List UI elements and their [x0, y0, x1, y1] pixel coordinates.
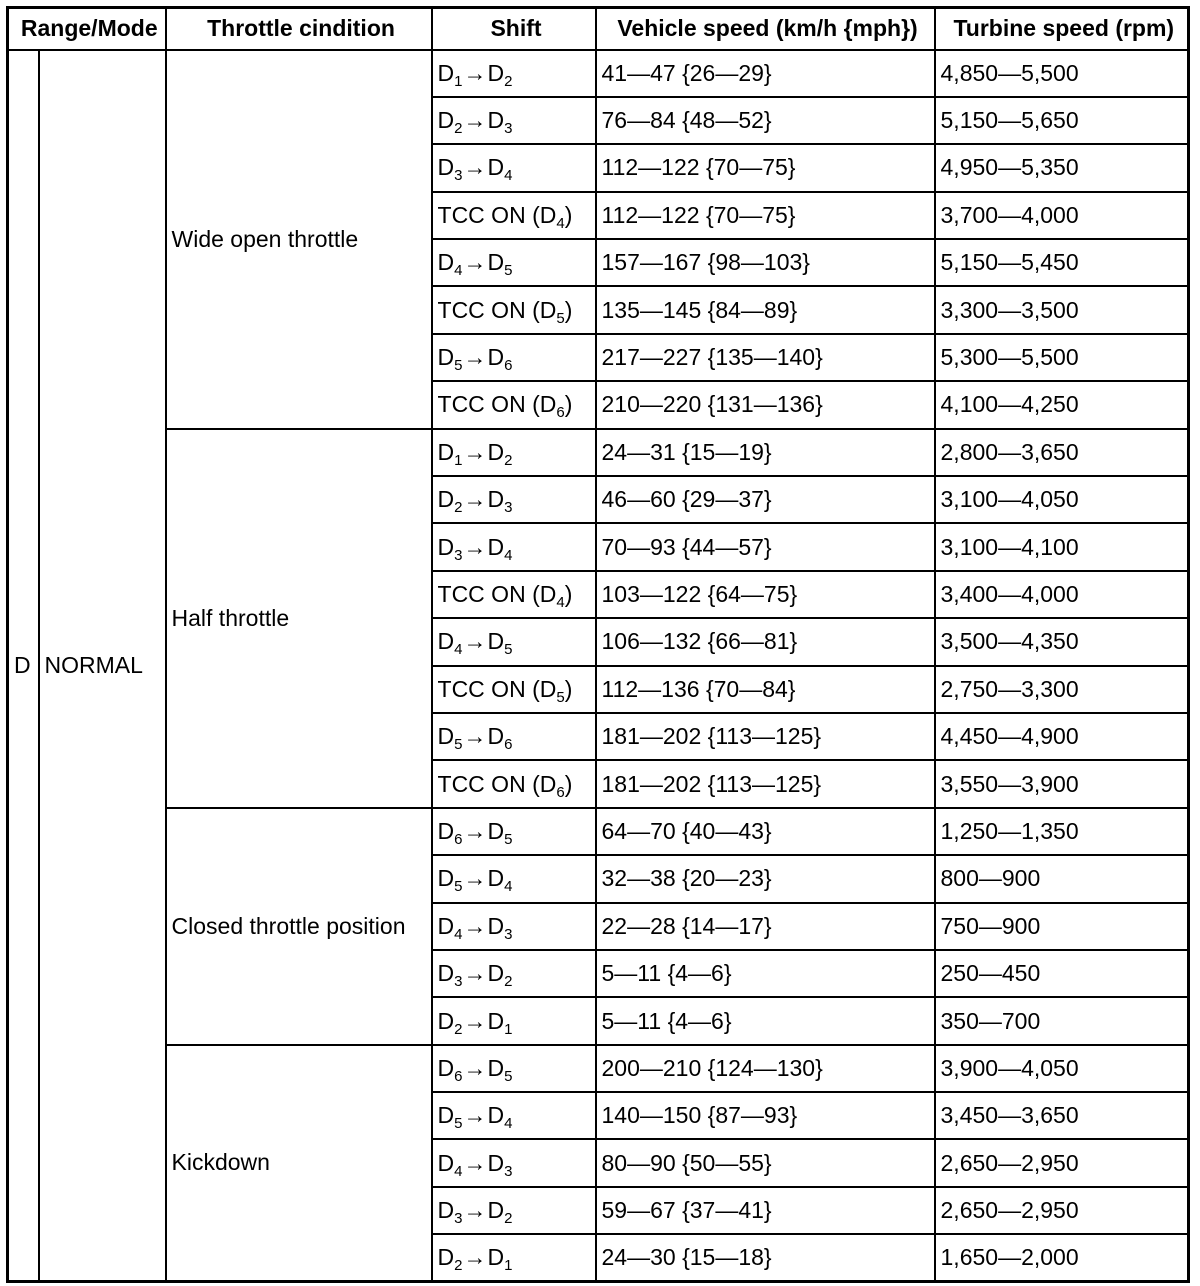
gear-to: 4	[504, 546, 513, 564]
vehicle-speed-cell: 32—38 {20—23}	[596, 855, 935, 902]
gear-to: 5	[504, 641, 513, 659]
vehicle-speed-cell: 24—31 {15—19}	[596, 429, 935, 476]
gear-to: 5	[504, 1067, 513, 1085]
arrow-right-icon: →	[463, 1054, 487, 1081]
arrow-right-icon: →	[463, 912, 487, 939]
header-range-mode: Range/Mode	[8, 8, 166, 50]
gear-to: 2	[504, 451, 513, 469]
shift-cell: $D_4\to D_5$	[432, 239, 596, 286]
gear-to: 3	[504, 499, 513, 517]
gear-to: 3	[504, 925, 513, 943]
header-vehicle-speed: Vehicle speed (km/h {mph})	[596, 8, 935, 50]
tcc-gear: 4	[556, 214, 565, 232]
gear-from: 5	[454, 1115, 463, 1133]
turbine-speed-cell: 1,250—1,350	[935, 808, 1189, 855]
shift-cell: $D_1\to D_2$	[432, 429, 596, 476]
turbine-speed-cell: 250—450	[935, 950, 1189, 997]
arrow-right-icon: →	[463, 249, 487, 276]
vehicle-speed-cell: 70—93 {44—57}	[596, 523, 935, 570]
gear-to: 4	[504, 878, 513, 896]
arrow-right-icon: →	[463, 107, 487, 134]
vehicle-speed-cell: 112—122 {70—75}	[596, 144, 935, 191]
header-shift: Shift	[432, 8, 596, 50]
shift-cell: TCC ON $(D_4)$	[432, 571, 596, 618]
gear-from: 3	[454, 1210, 463, 1228]
vehicle-speed-cell: 64—70 {40—43}	[596, 808, 935, 855]
gear-to: 2	[504, 1210, 513, 1228]
shift-cell: TCC ON $(D_6)$	[432, 760, 596, 807]
gear-from: 6	[454, 830, 463, 848]
arrow-right-icon: →	[463, 1149, 487, 1176]
header-turbine-speed: Turbine speed (rpm)	[935, 8, 1189, 50]
vehicle-speed-cell: 41—47 {26—29}	[596, 50, 935, 97]
range-cell: D	[8, 50, 39, 1282]
vehicle-speed-cell: 106—132 {66—81}	[596, 618, 935, 665]
turbine-speed-cell: 5,150—5,650	[935, 97, 1189, 144]
tcc-gear: 4	[556, 593, 565, 611]
arrow-right-icon: →	[463, 817, 487, 844]
turbine-speed-cell: 3,900—4,050	[935, 1045, 1189, 1092]
shift-cell: $D_5\to D_6$	[432, 334, 596, 381]
turbine-speed-cell: 5,150—5,450	[935, 239, 1189, 286]
arrow-right-icon: →	[463, 1197, 487, 1224]
gear-from: 3	[454, 167, 463, 185]
vehicle-speed-cell: 5—11 {4—6}	[596, 997, 935, 1044]
shift-cell: $D_3\to D_4$	[432, 144, 596, 191]
gear-to: 3	[504, 120, 513, 138]
tcc-gear: 5	[556, 688, 565, 706]
shift-cell: $D_5\to D_4$	[432, 1092, 596, 1139]
gear-from: 1	[454, 451, 463, 469]
gear-from: 5	[454, 736, 463, 754]
gear-to: 3	[504, 1162, 513, 1180]
tcc-gear: 6	[556, 404, 565, 422]
shift-cell: TCC ON $(D_5)$	[432, 666, 596, 713]
vehicle-speed-cell: 24—30 {15—18}	[596, 1234, 935, 1281]
shift-cell: $D_4\to D_3$	[432, 903, 596, 950]
gear-from: 2	[454, 1257, 463, 1275]
gear-from: 6	[454, 1067, 463, 1085]
header-row	[8, 8, 1189, 50]
mode-cell: NORMAL	[39, 50, 166, 1282]
gear-to: 5	[504, 830, 513, 848]
arrow-right-icon: →	[463, 1244, 487, 1271]
turbine-speed-cell: 350—700	[935, 997, 1189, 1044]
gear-from: 4	[454, 641, 463, 659]
turbine-speed-cell: 4,950—5,350	[935, 144, 1189, 191]
vehicle-speed-cell: 112—136 {70—84}	[596, 666, 935, 713]
turbine-speed-cell: 3,300—3,500	[935, 286, 1189, 333]
turbine-speed-cell: 1,650—2,000	[935, 1234, 1189, 1281]
turbine-speed-cell: 3,100—4,100	[935, 523, 1189, 570]
gear-from: 3	[454, 546, 463, 564]
arrow-right-icon: →	[463, 628, 487, 655]
throttle-condition-cell: Kickdown	[166, 1045, 432, 1282]
shift-cell: TCC ON $(D_6)$	[432, 381, 596, 428]
turbine-speed-cell: 3,400—4,000	[935, 571, 1189, 618]
shift-cell: $D_4\to D_3$	[432, 1139, 596, 1186]
arrow-right-icon: →	[463, 533, 487, 560]
shift-cell: TCC ON $(D_5)$	[432, 286, 596, 333]
table-body	[8, 50, 1189, 1282]
vehicle-speed-cell: 22—28 {14—17}	[596, 903, 935, 950]
turbine-speed-cell: 3,450—3,650	[935, 1092, 1189, 1139]
gear-from: 4	[454, 262, 463, 280]
gear-to: 6	[504, 357, 513, 375]
vehicle-speed-cell: 135—145 {84—89}	[596, 286, 935, 333]
turbine-speed-cell: 4,100—4,250	[935, 381, 1189, 428]
turbine-speed-cell: 5,300—5,500	[935, 334, 1189, 381]
gear-from: 4	[454, 925, 463, 943]
tcc-gear: 5	[556, 309, 565, 327]
throttle-condition-cell: Wide open throttle	[166, 50, 432, 429]
gear-from: 2	[454, 1020, 463, 1038]
shift-cell: $D_2\to D_1$	[432, 1234, 596, 1281]
arrow-right-icon: →	[463, 865, 487, 892]
turbine-speed-cell: 4,450—4,900	[935, 713, 1189, 760]
turbine-speed-cell: 2,650—2,950	[935, 1139, 1189, 1186]
table-row	[8, 50, 1189, 97]
vehicle-speed-cell: 210—220 {131—136}	[596, 381, 935, 428]
turbine-speed-cell: 2,750—3,300	[935, 666, 1189, 713]
vehicle-speed-cell: 76—84 {48—52}	[596, 97, 935, 144]
arrow-right-icon: →	[463, 154, 487, 181]
vehicle-speed-cell: 80—90 {50—55}	[596, 1139, 935, 1186]
arrow-right-icon: →	[463, 438, 487, 465]
vehicle-speed-cell: 140—150 {87—93}	[596, 1092, 935, 1139]
vehicle-speed-cell: 112—122 {70—75}	[596, 192, 935, 239]
turbine-speed-cell: 800—900	[935, 855, 1189, 902]
turbine-speed-cell: 3,700—4,000	[935, 192, 1189, 239]
turbine-speed-cell: 3,100—4,050	[935, 476, 1189, 523]
gear-to: 4	[504, 167, 513, 185]
shift-cell: $D_3\to D_2$	[432, 950, 596, 997]
gear-from: 2	[454, 120, 463, 138]
shift-cell: $D_5\to D_6$	[432, 713, 596, 760]
gear-to: 1	[504, 1020, 513, 1038]
shift-cell: TCC ON $(D_4)$	[432, 192, 596, 239]
shift-cell: $D_6\to D_5$	[432, 1045, 596, 1092]
vehicle-speed-cell: 157—167 {98—103}	[596, 239, 935, 286]
gear-to: 5	[504, 262, 513, 280]
throttle-condition-cell: Closed throttle position	[166, 808, 432, 1045]
turbine-speed-cell: 2,800—3,650	[935, 429, 1189, 476]
turbine-speed-cell: 2,650—2,950	[935, 1187, 1189, 1234]
shift-cell: $D_2\to D_1$	[432, 997, 596, 1044]
gear-from: 1	[454, 72, 463, 90]
turbine-speed-cell: 750—900	[935, 903, 1189, 950]
arrow-right-icon: →	[463, 960, 487, 987]
shift-cell: $D_1\to D_2$	[432, 50, 596, 97]
vehicle-speed-cell: 200—210 {124—130}	[596, 1045, 935, 1092]
gear-to: 6	[504, 736, 513, 754]
vehicle-speed-cell: 59—67 {37—41}	[596, 1187, 935, 1234]
table-row	[8, 429, 1189, 476]
arrow-right-icon: →	[463, 1102, 487, 1129]
shift-cell: $D_6\to D_5$	[432, 808, 596, 855]
shift-cell: $D_4\to D_5$	[432, 618, 596, 665]
throttle-condition-cell: Half throttle	[166, 429, 432, 808]
vehicle-speed-cell: 46—60 {29—37}	[596, 476, 935, 523]
gear-from: 2	[454, 499, 463, 517]
gear-from: 5	[454, 878, 463, 896]
table-row	[8, 808, 1189, 855]
shift-cell: $D_5\to D_4$	[432, 855, 596, 902]
arrow-right-icon: →	[463, 486, 487, 513]
gear-from: 5	[454, 357, 463, 375]
vehicle-speed-cell: 181—202 {113—125}	[596, 713, 935, 760]
vehicle-speed-cell: 217—227 {135—140}	[596, 334, 935, 381]
vehicle-speed-cell: 5—11 {4—6}	[596, 950, 935, 997]
arrow-right-icon: →	[463, 1007, 487, 1034]
arrow-right-icon: →	[463, 344, 487, 371]
gear-from: 4	[454, 1162, 463, 1180]
shift-cell: $D_3\to D_4$	[432, 523, 596, 570]
header-throttle-condition: Throttle cindition	[166, 8, 432, 50]
turbine-speed-cell: 3,550—3,900	[935, 760, 1189, 807]
table-row	[8, 1045, 1189, 1092]
arrow-right-icon: →	[463, 59, 487, 86]
arrow-right-icon: →	[463, 723, 487, 750]
turbine-speed-cell: 4,850—5,500	[935, 50, 1189, 97]
vehicle-speed-cell: 181—202 {113—125}	[596, 760, 935, 807]
shift-point-table	[6, 6, 1190, 1283]
shift-cell: $D_2\to D_3$	[432, 97, 596, 144]
turbine-speed-cell: 3,500—4,350	[935, 618, 1189, 665]
gear-to: 2	[504, 973, 513, 991]
gear-to: 2	[504, 72, 513, 90]
tcc-gear: 6	[556, 783, 565, 801]
gear-to: 4	[504, 1115, 513, 1133]
shift-cell: $D_2\to D_3$	[432, 476, 596, 523]
gear-to: 1	[504, 1257, 513, 1275]
gear-from: 3	[454, 973, 463, 991]
shift-cell: $D_3\to D_2$	[432, 1187, 596, 1234]
vehicle-speed-cell: 103—122 {64—75}	[596, 571, 935, 618]
